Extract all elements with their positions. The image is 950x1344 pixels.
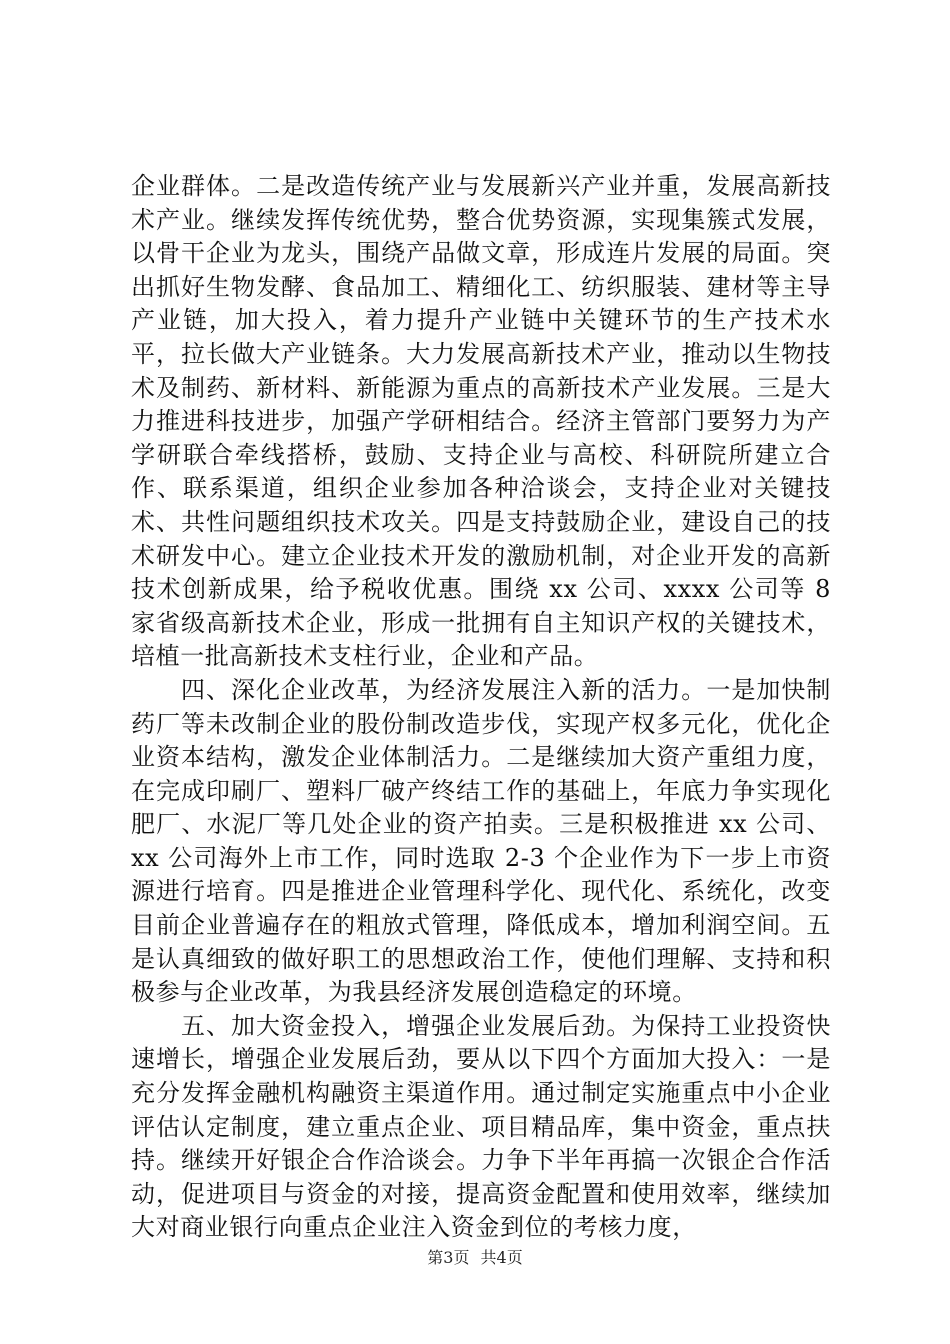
page-footer xyxy=(0,1245,950,1268)
paragraph-section-four: 四、深化企业改革，为经济发展注入新的活力。一是加快制药厂等未改制企业的股份制改造步伐，实现产权多元化，优化企业资本结构，激发企业体制活力。二是继续加大资产重组力度，在完成印刷厂、塑料厂破产终结工作的基础上，年底力争实现化肥厂、水泥厂等几处企业的资产拍卖。三是积极推进 xx 公司、xx 公司海外上市工作，同时选取 2-3 个企业作为下一步上市资源进行培育。四是推进企业管理科学化、现代化、系统化，改变目前企业普遍存在的粗放式管理，降低成本，增加利润空间。五是认真细致的做好职工的思想政治工作，使他们理解、支持和积极参与企业改革，为我县经济发展创造稳定的环境。 xyxy=(131,675,831,1007)
document-body xyxy=(131,170,831,1245)
paragraph-section-five: 五、加大资金投入，增强企业发展后劲。为保持工业投资快速增长，增强企业发展后劲，要从以下四个方面加大投入：一是充分发挥金融机构融资主渠道作用。通过制定实施重点中小企业评估认定制度，建立重点企业、项目精品库，集中资金，重点扶持。继续开好银企合作洽谈会。力争下半年再搞一次银企合作活动，促进项目与资金的对接，提高资金配置和使用效率，继续加大对商业银行向重点企业注入资金到位的考核力度， xyxy=(131,1011,831,1242)
paragraph-continuation: 企业群体。二是改造传统产业与发展新兴产业并重，发展高新技术产业。继续发挥传统优势，整合优势资源，实现集簇式发展，以骨干企业为龙头，围绕产品做文章，形成连片发展的局面。突出抓好生物发酵、食品加工、精细化工、纺织服装、建材等主导产业链，加大投入，着力提升产业链中关键环节的生产技术水平，拉长做大产业链条。大力发展高新技术产业，推动以生物技术及制药、新材料、新能源为重点的高新技术产业发展。三是大力推进科技进步，加强产学研相结合。经济主管部门要努力为产学研联合牵线搭桥，鼓励、支持企业与高校、科研院所建立合作、联系渠道，组织企业参加各种洽谈会，支持企业对关键技术、共性问题组织技术攻关。四是支持鼓励企业，建设自己的技术研发中心。建立企业技术开发的激励机制，对企业开发的高新技术创新成果，给予税收优惠。围绕 xx 公司、xxxx 公司等 8 家省级高新技术企业，形成一批拥有自主知识产权的关键技术，培植一批高新技术支柱行业，企业和产品。 xyxy=(131,172,831,671)
page-number: 第3页 xyxy=(427,1248,470,1267)
page-total: 共4页 xyxy=(480,1248,523,1267)
